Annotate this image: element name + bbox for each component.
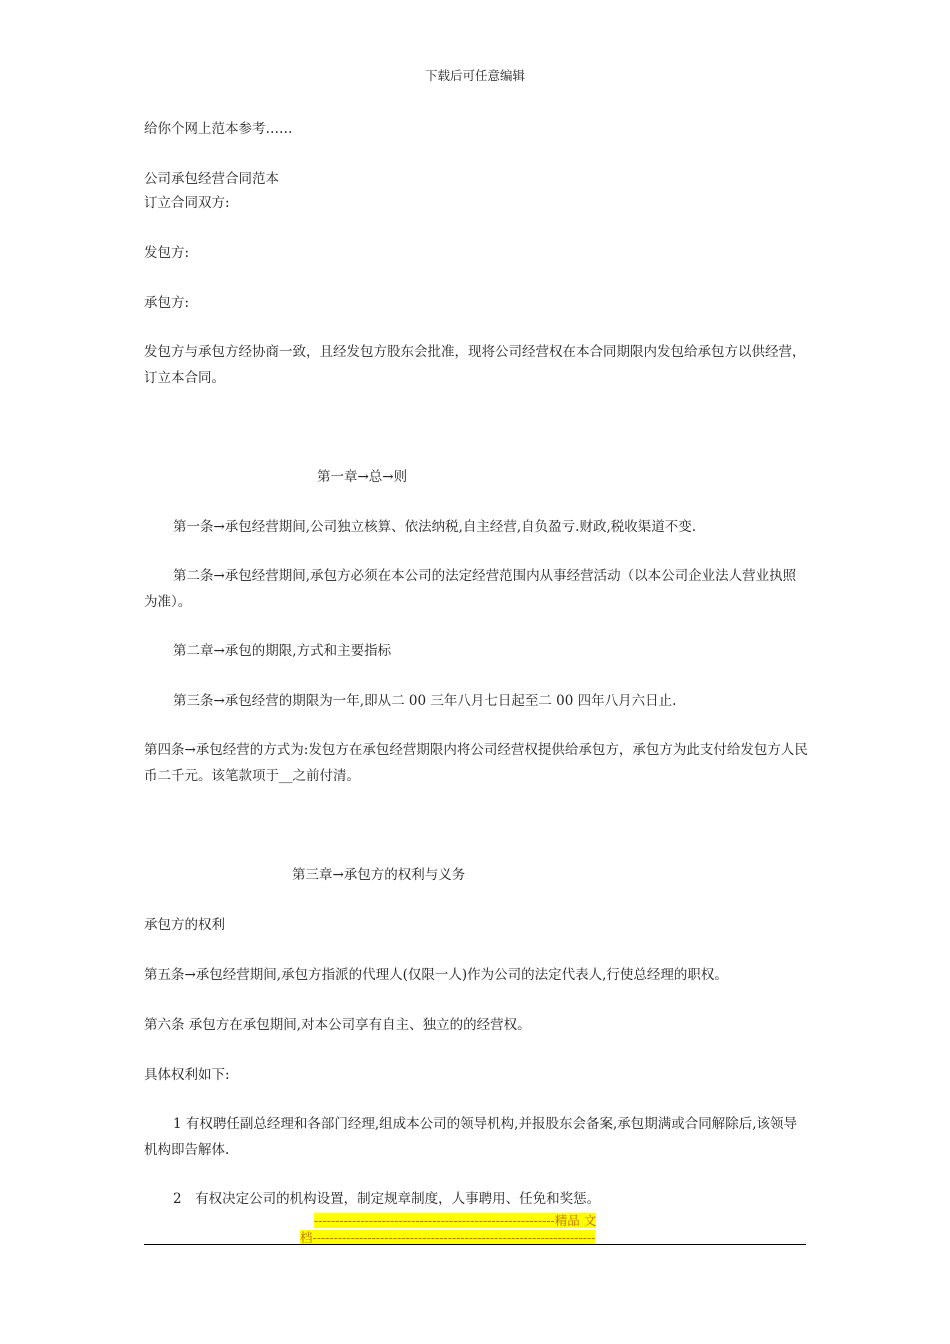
chapter-2-heading: 第二章→承包的期限,方式和主要指标 xyxy=(173,643,392,659)
article-6: 第六条 承包方在承包期间,对本公司享有自主、独立的的经营权。 xyxy=(144,1017,531,1033)
article-2: 第二条→承包经营期间,承包方必须在本公司的法定经营范围内从事经营活动（以本公司企业法人营业执照为准）。 xyxy=(144,568,797,610)
article-1: 第一条→承包经营期间,公司独立核算、依法纳税,自主经营,自负盈亏.财政,税收渠道不变. xyxy=(173,519,697,535)
intro-text: 给你个网上范本参考…… xyxy=(144,121,293,137)
rights-item-1: 1 有权聘任副总经理和各部门经理,组成本公司的领导机构,并报股东会备案,承包期满或合同解除后,该领导机构即告解体. xyxy=(144,1116,798,1158)
rights-list-label: 具体权利如下: xyxy=(144,1067,230,1083)
chapter-1-heading: 第一章→总→则 xyxy=(317,469,408,485)
page-header: 下载后可任意编辑 xyxy=(424,68,525,83)
rights-heading: 承包方的权利 xyxy=(144,917,225,933)
party-a-label: 发包方: xyxy=(144,245,190,261)
contract-title: 公司承包经营合同范本 xyxy=(144,171,279,187)
article-4: 第四条→承包经营的方式为:发包方在承包经营期限内将公司经营权提供给承包方，承包方为此支付给发包方人民币二千元。该笔款项于__之前付清。 xyxy=(144,742,808,784)
footer-line-1: ---------------------------------------------------------精品 文 xyxy=(314,1213,597,1228)
footer-line-2: 档------------------------------------------------------------------- xyxy=(300,1230,596,1245)
footer-rule xyxy=(144,1244,806,1245)
article-5: 第五条→承包经营期间,承包方指派的代理人(仅限一人)作为公司的法定代表人,行使总经理的职权。 xyxy=(144,967,728,983)
party-b-label: 承包方: xyxy=(144,295,190,311)
parties-label: 订立合同双方: xyxy=(144,195,230,211)
chapter-3-heading: 第三章→承包方的权利与义务 xyxy=(292,867,466,883)
rights-item-2: 2 有权决定公司的机构设置，制定规章制度，人事聘用、任免和奖惩。 xyxy=(173,1191,601,1207)
preamble-paragraph: 发包方与承包方经协商一致，且经发包方股东会批准，现将公司经营权在本合同期限内发包给承包方以供经营，订立本合同。 xyxy=(144,344,806,386)
footer-watermark xyxy=(300,1212,650,1246)
article-3: 第三条→承包经营的期限为一年,即从二 00 三年八月七日起至二 00 四年八月六日止. xyxy=(173,693,677,709)
